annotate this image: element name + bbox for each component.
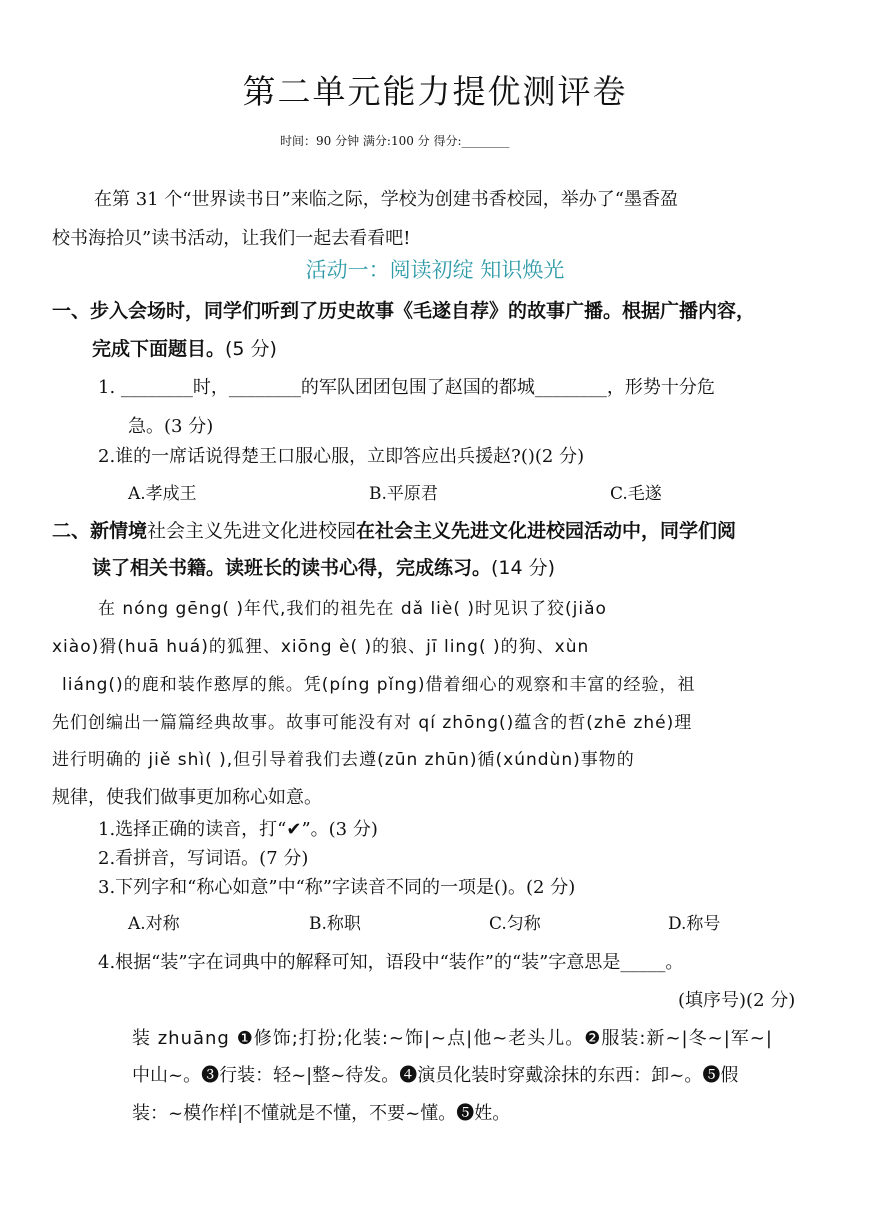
- q1-option-c: C.毛遂: [610, 484, 662, 504]
- question-2-heading-2: [92, 553, 555, 580]
- q1-sub-1: 1. ________时，________的军队团团包围了赵国的都城________，形势十分危: [98, 377, 715, 398]
- question-2-heading: [52, 516, 736, 543]
- exam-meta: 时间：90 分钟 满分:100 分 得分:________: [280, 134, 510, 148]
- new-situation-tag: 二、新情境: [52, 520, 148, 542]
- q2-option-a: A.对称: [128, 914, 180, 934]
- question-2-heading-text-2: 读了相关书籍。读班长的读书心得，完成练习。: [92, 557, 492, 579]
- q2-sub-2: 2.看拼音，写词语。(7 分): [98, 848, 309, 869]
- dictionary-line-2: 中山~。❸行装：轻~|整~待发。❹演员化装时穿戴涂抹的东西：卸~。❺假: [132, 1065, 739, 1086]
- q1-option-b: B.平原君: [369, 484, 438, 504]
- q2-sub-1: 1.选择正确的读音，打“✔”。(3 分): [98, 819, 378, 840]
- passage-line-6: 规律，使我们做事更加称心如意。: [52, 787, 322, 808]
- q1-sub-1-cont: 急。(3 分): [128, 416, 214, 437]
- q2-sub-3: 3.下列字和“称心如意”中“称”字读音不同的一项是()。(2 分): [98, 877, 576, 898]
- dictionary-line-3: 装：~模作样|不懂就是不懂，不要~懂。❺姓。: [132, 1103, 511, 1124]
- q2-option-d: D.称号: [668, 914, 721, 934]
- passage-line-1: 在 nóng gēng( )年代,我们的祖先在 dǎ liè( )时见识了狡(jiǎo: [98, 599, 607, 619]
- q2-sub-4-cont: (填序号)(2 分): [678, 990, 796, 1011]
- q2-option-c: C.匀称: [489, 914, 541, 934]
- question-1-score: (5 分): [225, 338, 277, 360]
- theme-text: 社会主义先进文化进校园: [147, 520, 357, 542]
- passage-line-2: xiào)猾(huā huá)的狐狸、xiōng è( )的狼、jī ling( )的狗、xùn: [52, 637, 590, 657]
- dictionary-line-1: 装 zhuāng ❶修饰;打扮;化装:~饰|~点|他~老头儿。❷服装:新~|冬~|军~|: [132, 1028, 773, 1049]
- q1-option-a: A.孝成王: [128, 484, 197, 504]
- intro-line-1: 在第 31 个“世界读书日”来临之际，学校为创建书香校园，举办了“墨香盈: [94, 189, 678, 210]
- question-2-heading-text: 在社会主义先进文化进校园活动中，同学们阅: [356, 520, 737, 542]
- q1-sub-2: 2.谁的一席话说得楚王口服心服，立即答应出兵援赵?()(2 分): [98, 446, 585, 467]
- question-1-heading: 一、步入会场时，同学们听到了历史故事《毛遂自荐》的故事广播。根据广播内容，: [52, 300, 756, 322]
- intro-line-2: 校书海拾贝”读书活动，让我们一起去看看吧!: [52, 228, 411, 249]
- question-1-heading-2: [92, 334, 277, 361]
- passage-line-3: liáng()的鹿和装作憨厚的熊。凭(píng pǐng)借着细心的观察和丰富的经验，祖: [62, 675, 696, 695]
- question-1-heading-text: 完成下面题目。: [92, 338, 226, 360]
- q2-option-b: B.称职: [309, 914, 361, 934]
- question-2-score: (14 分): [491, 557, 556, 579]
- passage-line-4: 先们创编出一篇篇经典故事。故事可能没有对 qí zhōng()蕴含的哲(zhē zhé)理: [52, 713, 693, 733]
- passage-line-5: 进行明确的 jiě shì( ),但引导着我们去遵(zūn zhūn)循(xúndùn)事物的: [52, 750, 635, 770]
- page-title: 第二单元能力提优测评卷: [242, 72, 628, 111]
- activity-heading: 活动一：阅读初绽 知识焕光: [305, 258, 565, 282]
- q2-sub-4: 4.根据“装”字在词典中的解释可知，语段中“装作”的“装”字意思是_____。: [98, 952, 684, 973]
